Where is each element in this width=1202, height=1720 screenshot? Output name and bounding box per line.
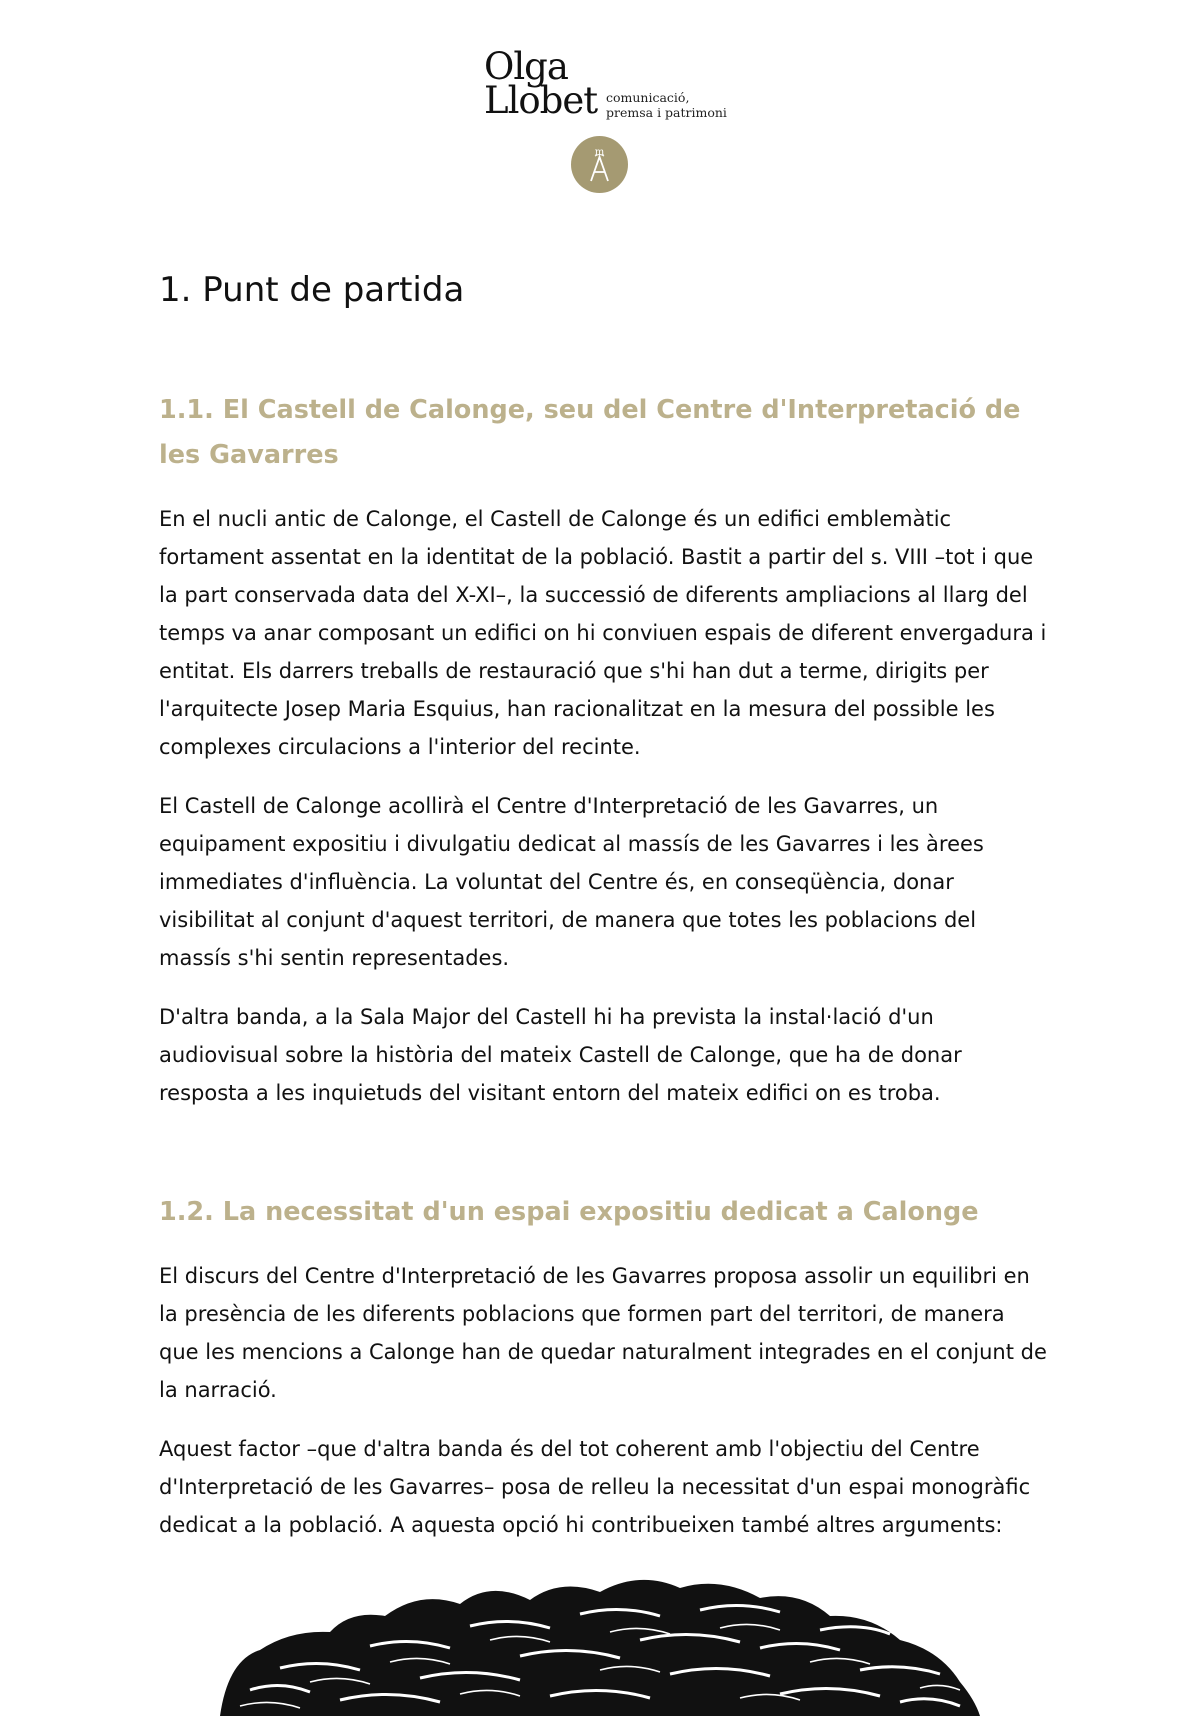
tree-canopy-illustration [220,1570,980,1716]
page-title: 1. Punt de partida [159,270,465,310]
section-heading-1-2: 1.2. La necessitat d'un espai expositiu dedicat a Calonge [159,1197,979,1227]
logo-tagline-line2: premsa i patrimoni [606,105,727,120]
paragraph-1-1-a: En el nucli antic de Calonge, el Castell de Calonge és un edifici emblemàtic fortament assentat en la identitat de la població. Bastit a partir del s. VIII –tot i que la part conservada data del X-XI–, la successió de diferents ampliacions al llarg del temps va anar composant un edifici on hi conviuen espais de diferent envergadura i entitat. Els darrers treballs de restauració que s'hi han dut a terme, dirigits per l'arquitecte Josep Maria Esquius, han racionalitzat en la mesura del possible les complexes circulacions a l'interior del recinte. [159,507,1047,759]
section-heading-1-1: 1.1. El Castell de Calonge, seu del Centre d'Interpretació de les Gavarres [159,395,1021,470]
brand-logo [484,46,734,126]
logo-word-olga: Olga [484,45,568,88]
logo-word-llobet: Llobet [484,79,598,122]
seal-icon [571,136,628,193]
logo-tagline-line1: comunicació, [606,90,690,105]
paragraph-1-2-b: Aquest factor –que d'altra banda és del tot coherent amb l'objectiu del Centre d'Interpretació de les Gavarres– posa de relleu la necessitat d'un espai monogràfic dedicat a la població. A aquesta opció hi contribueixen també altres arguments: [159,1437,1031,1537]
logo-tagline [606,90,727,120]
svg-text:m: m [594,147,605,158]
paragraph-1-2-a: El discurs del Centre d'Interpretació de les Gavarres proposa assolir un equilibri en la presència de les diferents poblacions que formen part del territori, de manera que les mencions a Calonge han de quedar naturalment integrades en el conjunt de la narració. [159,1264,1047,1402]
paragraph-1-1-c: D'altra banda, a la Sala Major del Castell hi ha prevista la instal·lació d'un audiovisual sobre la història del mateix Castell de Calonge, que ha de donar resposta a les inquietuds del visitant entorn del mateix edifici on es troba. [159,1005,962,1105]
paragraph-1-1-b: El Castell de Calonge acollirà el Centre d'Interpretació de les Gavarres, un equipament expositiu i divulgatiu dedicat al massís de les Gavarres i les àrees immediates d'influència. La voluntat del Centre és, en conseqüència, donar visibilitat al conjunt d'aquest territori, de manera que totes les poblacions del massís s'hi sentin representades. [159,794,984,970]
